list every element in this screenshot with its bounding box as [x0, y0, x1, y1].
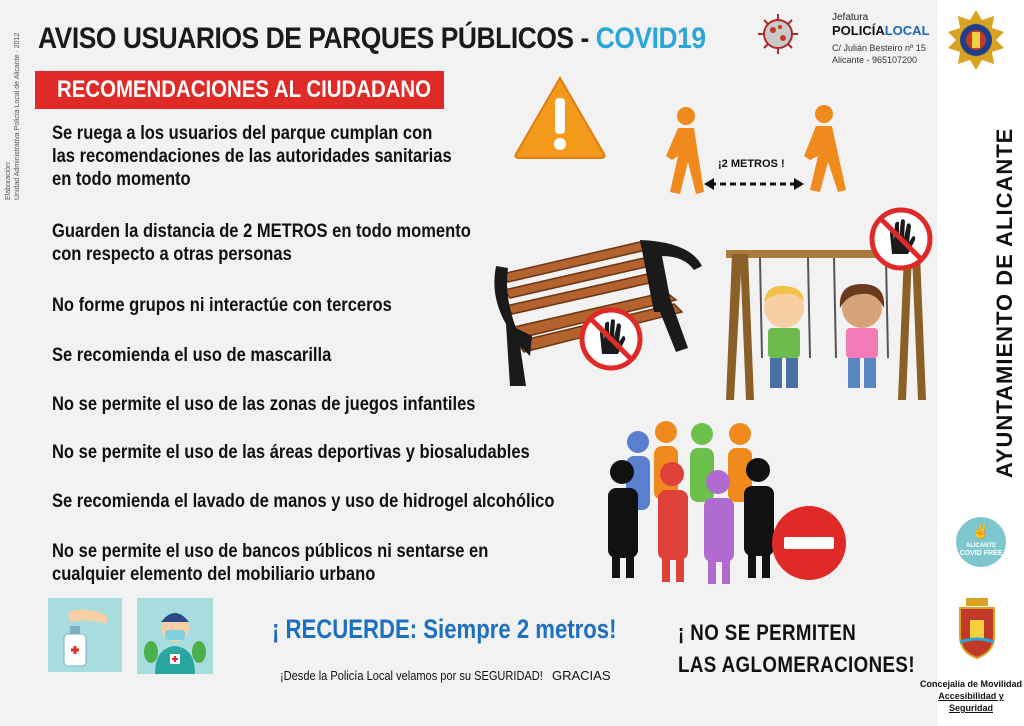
city-shield-icon: [956, 596, 998, 660]
remember-slogan: ¡ RECUERDE: Siempre 2 metros!: [272, 614, 617, 644]
covid-free-text: COVID FREE: [959, 550, 1003, 557]
distance-illustration: [652, 100, 852, 200]
police-street: C/ Julián Besteiro nº 15: [832, 43, 926, 53]
rec-line: No forme grupos ni interactúe con terceros: [52, 295, 392, 316]
page-title: [38, 22, 706, 56]
department-line-1: Concejalía de Movilidad: [919, 679, 1023, 689]
rec-line: No se permite el uso de bancos públicos ni sentarse en: [52, 541, 489, 562]
prohibited-hand-icon: [578, 306, 644, 372]
rec-line: con respecto a otras personas: [52, 244, 292, 265]
safety-message: ¡Desde la Policía Local velamos por su SEGURIDAD!: [280, 668, 543, 683]
no-crowds-line-1: ¡ NO SE PERMITEN: [678, 620, 857, 645]
rec-line: cualquier elemento del mobiliario urbano: [52, 564, 376, 585]
recommendation-2: [52, 220, 471, 266]
department-line-2: Accesibilidad y Seguridad: [938, 691, 1004, 713]
recommendation-8: [52, 540, 488, 586]
police-phone: Alicante - 965107200: [832, 55, 918, 65]
rec-line: Se recomienda el lavado de manos y uso de hidrogel alcohólico: [52, 491, 555, 512]
title-covid: COVID19: [595, 22, 706, 55]
no-entry-icon: [770, 504, 848, 582]
rec-line: Se recomienda el uso de mascarilla: [52, 345, 332, 366]
rec-line: No se permite el uso de las áreas deportivas y biosaludables: [52, 442, 530, 463]
recommendation-7: [52, 490, 554, 513]
police-brand: [832, 23, 930, 38]
walker-icon: [666, 107, 704, 194]
banner-text: RECOMENDACIONES AL CIUDADANO: [57, 76, 432, 103]
thanks-text: GRACIAS: [552, 668, 611, 683]
credit-line-1: Elaboración:: [5, 161, 12, 200]
recommendation-5: [52, 393, 475, 416]
recommendations-banner: [35, 71, 444, 109]
police-address: [832, 42, 926, 66]
covid-free-city: ALICANTE: [965, 543, 997, 549]
prohibited-hand-icon: [868, 206, 934, 272]
hand-sanitizer-icon: [48, 598, 122, 672]
recommendation-1: [52, 122, 452, 191]
warning-icon: [512, 74, 608, 160]
credit-line-2: Unidad Administrativa Policía Local de Alicante · 2012: [14, 32, 21, 200]
crowd-icon: [600, 418, 790, 588]
virus-icon: [756, 12, 800, 56]
rec-line: Se ruega a los usuarios del parque cumplan con: [52, 123, 433, 144]
recommendation-6: [52, 441, 530, 464]
credit-text: [4, 33, 22, 200]
distance-label: ¡2 METROS !: [718, 158, 785, 170]
title-text: AVISO USUARIOS DE PARQUES PÚBLICOS -: [38, 22, 596, 55]
rec-line: No se permite el uso de las zonas de juegos infantiles: [52, 394, 476, 415]
recommendation-3: [52, 294, 392, 317]
rec-line: en todo momento: [52, 169, 191, 190]
police-label: Jefatura: [832, 12, 869, 23]
rec-line: Guarden la distancia de 2 METROS en todo momento: [52, 221, 471, 242]
recommendation-4: [52, 344, 331, 367]
police-brand-a: POLICÍA: [832, 23, 885, 38]
person-icon: [658, 462, 688, 582]
hand-icon: ✌: [972, 523, 990, 539]
council-department: [916, 678, 1024, 714]
police-brand-b: LOCAL: [884, 23, 930, 38]
walker-icon: [804, 105, 846, 192]
no-crowds-line-2: LAS AGLOMERACIONES!: [678, 652, 915, 677]
rec-line: las recomendaciones de las autoridades sanitarias: [52, 146, 452, 167]
police-badge-icon: [946, 10, 1006, 70]
covid-free-badge: [956, 517, 1006, 567]
doctor-mask-icon: [137, 598, 213, 674]
person-icon: [654, 421, 678, 500]
city-council-label: AYUNTAMIENTO DE ALICANTE: [992, 127, 1017, 478]
